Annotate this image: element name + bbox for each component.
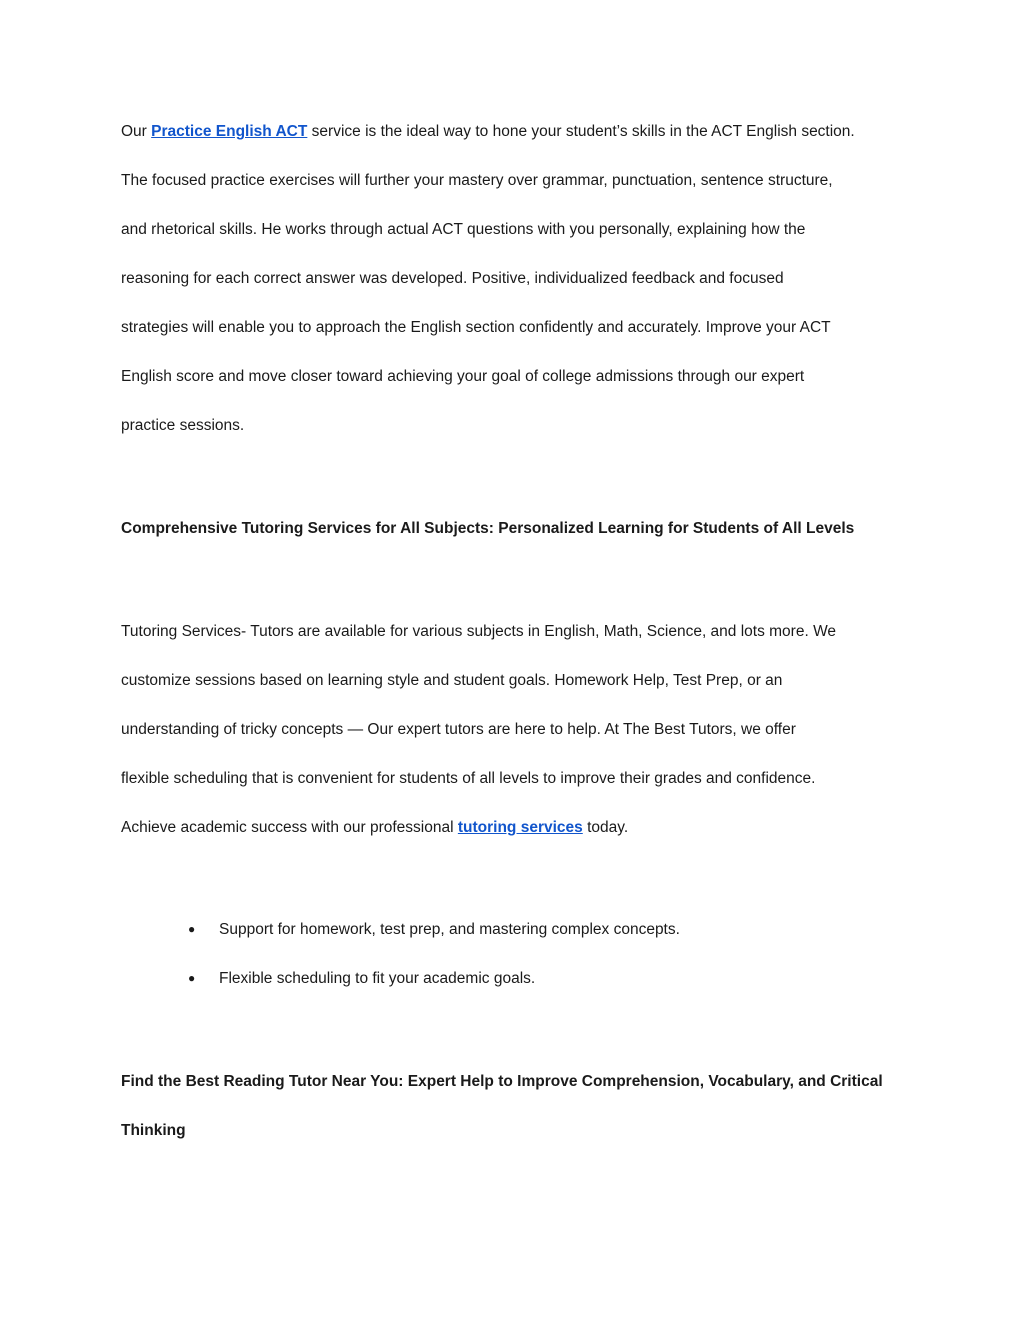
paragraph-line: Tutoring Services- Tutors are available for various subjects in English, Math, Science, and lots more. We xyxy=(121,623,837,640)
paragraph-line xyxy=(121,803,911,852)
paragraph-line: strategies will enable you to approach the English section confidently and accurately. Improve your ACT xyxy=(121,319,831,336)
practice-english-act-link[interactable]: Practice English ACT xyxy=(151,123,308,140)
tutoring-services-link[interactable]: tutoring services xyxy=(457,819,583,836)
heading-line: Thinking xyxy=(121,1122,186,1139)
paragraph-line: practice sessions. xyxy=(121,417,245,434)
text-fragment: Our xyxy=(121,123,152,140)
paragraph-line xyxy=(121,107,911,156)
paragraph-line: reasoning for each correct answer was developed. Positive, individualized feedback and focused xyxy=(121,270,784,287)
heading-reading-tutor xyxy=(121,1057,911,1155)
bullet-icon: ● xyxy=(188,922,196,936)
list-item xyxy=(188,954,888,1003)
paragraph-line: flexible scheduling that is convenient for students of all levels to improve their grades and confidence. xyxy=(121,770,816,787)
paragraph-line: understanding of tricky concepts — Our expert tutors are here to help. At The Best Tutors, we offer xyxy=(121,721,796,738)
list-item xyxy=(188,905,888,954)
bullet-list xyxy=(188,905,888,1003)
list-item-text: Support for homework, test prep, and mastering complex concepts. xyxy=(219,921,680,938)
paragraph-line: The focused practice exercises will further your mastery over grammar, punctuation, sentence structure, xyxy=(121,172,833,189)
paragraph-act-english xyxy=(121,107,911,450)
bullet-icon: ● xyxy=(188,971,196,985)
list-item-text: Flexible scheduling to fit your academic goals. xyxy=(219,970,536,987)
text-fragment: today. xyxy=(582,819,629,836)
heading-line: Find the Best Reading Tutor Near You: Expert Help to Improve Comprehension, Vocabulary, and Critical xyxy=(121,1073,883,1090)
paragraph-line: English score and move closer toward achieving your goal of college admissions through our expert xyxy=(121,368,805,385)
heading-tutoring-services: Comprehensive Tutoring Services for All Subjects: Personalized Learning for Students of All Levels xyxy=(121,520,855,537)
paragraph-line: customize sessions based on learning style and student goals. Homework Help, Test Prep, or an xyxy=(121,672,783,689)
text-fragment: Achieve academic success with our professional xyxy=(121,819,458,836)
text-fragment: service is the ideal way to hone your student’s skills in the ACT English section. xyxy=(307,123,855,140)
paragraph-line: and rhetorical skills. He works through actual ACT questions with you personally, explaining how the xyxy=(121,221,806,238)
paragraph-tutoring-services xyxy=(121,607,911,852)
